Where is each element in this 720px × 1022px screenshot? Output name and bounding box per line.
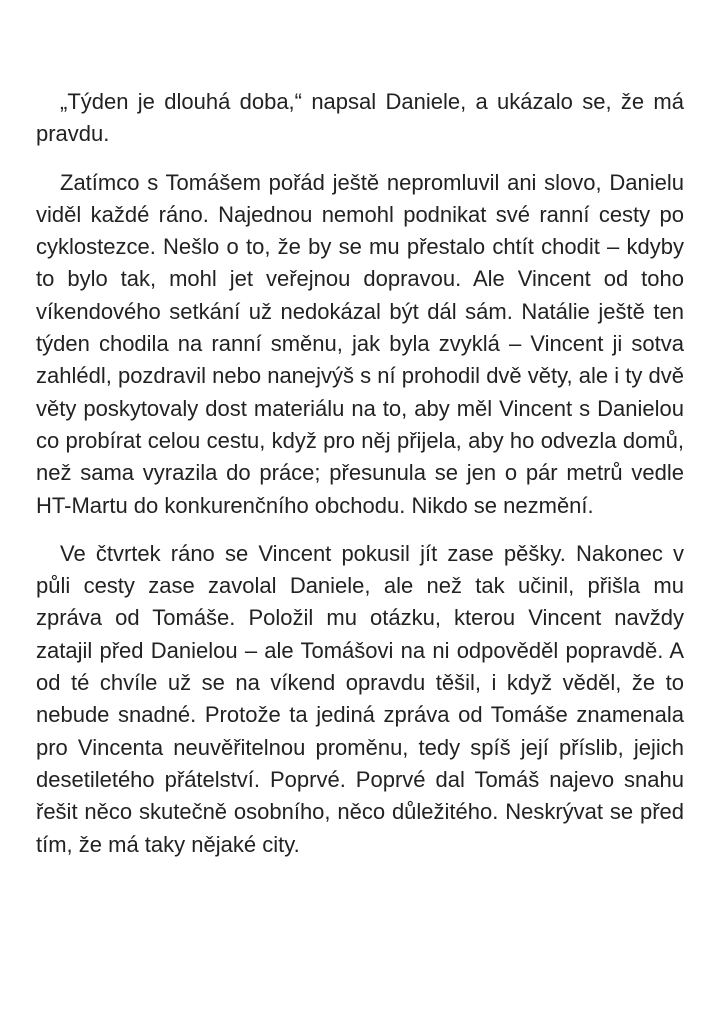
paragraph-1: „Týden je dlouhá doba,“ napsal Daniele, a ukázalo se, že má pravdu. [36, 89, 684, 147]
paragraph-3: Ve čtvrtek ráno se Vincent pokusil jít zase pěšky. Nakonec v půli cesty zase zavolal Daniele, ale než tak učinil, přišla mu zpráva od Tomáše. Položil mu otázku, kterou Vincent navždy zatajil před Danielou – ale Tomášovi na ni odpověděl popravdě. A od té chvíle už se na víkend opravdu těšil, i když věděl, že to nebude snadné. Protože ta jediná zpráva od Tomáše znamenala pro Vincenta neuvěřitelnou proměnu, tedy spíš její příslib, jejich desetiletého přátelství. Poprvé. Poprvé dal Tomáš najevo snahu řešit něco skutečně osobního, něco důležitého. Neskrývat se před tím, že má taky nějaké city. [36, 540, 684, 857]
document-page [36, 86, 684, 877]
paragraph-2: Zatímco s Tomášem pořád ještě nepromluvil ani slovo, Danielu viděl každé ráno. Najednou nemohl podnikat své ranní cesty po cyklostezce. Nešlo o to, že by se mu přestalo chtít chodit – kdyby to bylo tak, mohl jet veřejnou dopravou. Ale Vincent od toho víkendového setkání už nedokázal být dál sám. Natálie ještě ten týden chodila na ranní směnu, jak byla zvyklá – Vincent ji sotva zahlédl, pozdravil nebo nanejvýš s ní prohodil dvě věty, ale i ty dvě věty poskytovaly dost materiálu na to, aby měl Vincent s Danielou co probírat celou cestu, když pro něj přijela, aby ho odvezla domů, než sama vyrazila do práce; přesunula se jen o pár metrů vedle HT-Martu do konkurenčního obchodu. Nikdo se nezmění. [36, 169, 684, 518]
